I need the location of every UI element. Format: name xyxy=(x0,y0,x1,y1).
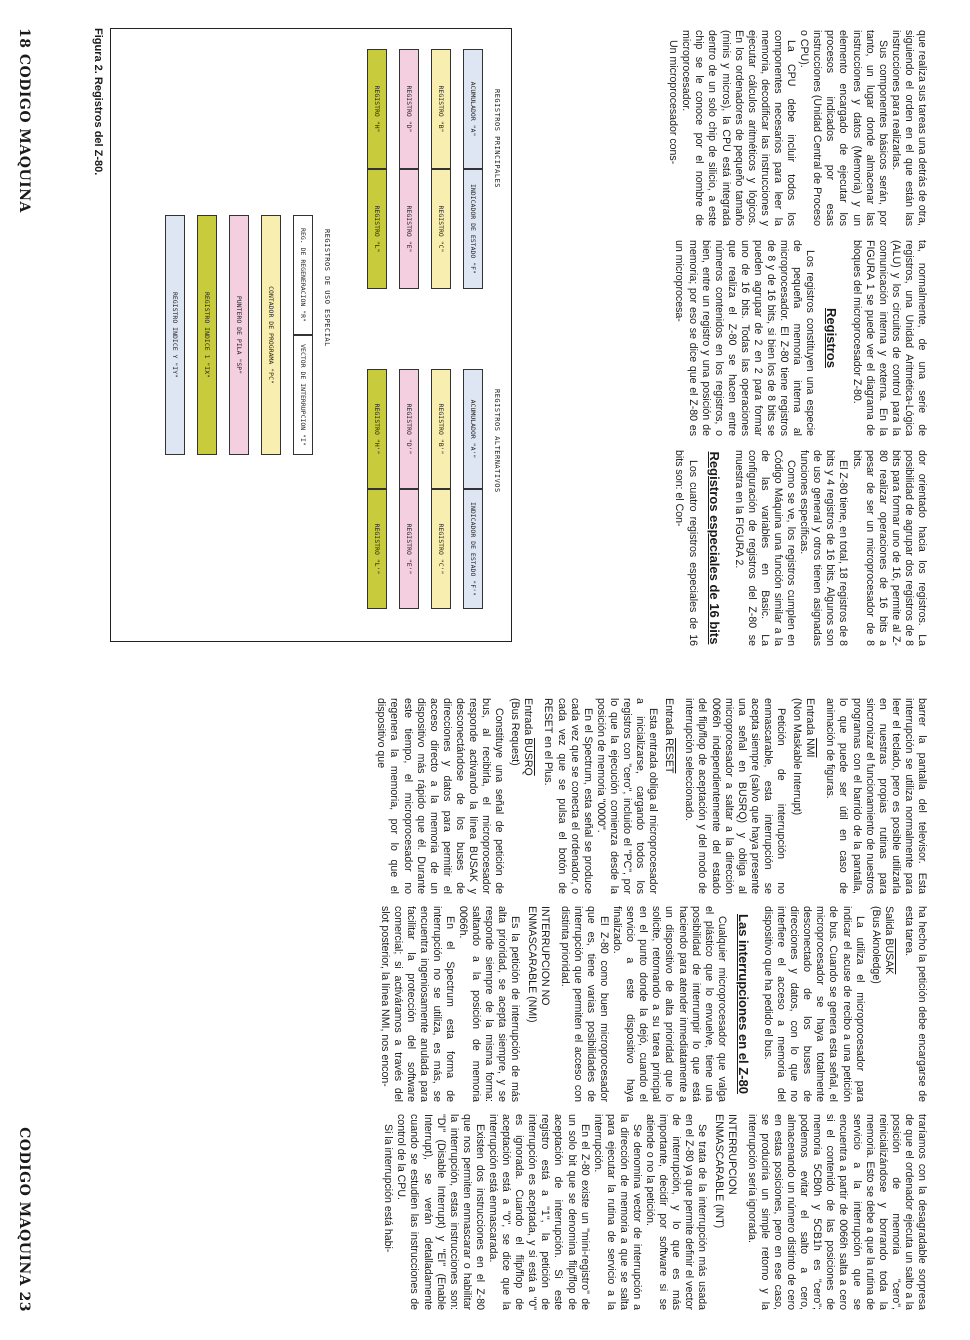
paragraph: Si la interrupción está habi- xyxy=(382,1124,395,1253)
paragraph: Existen dos instrucciones en el Z-80 que nos permiten enmascarar o habilitar la interrupción, estas instrucciones son: "DI" (Disable Interrupt) y "EI" (Enable Interrupt), se verán detalladamente cuando se estudien las instrucciones de control de la CPU. xyxy=(395,1114,486,1310)
heading-busrq xyxy=(508,698,534,894)
heading-text: Entrada xyxy=(663,698,676,739)
special-register: PUNTERO DE PILA "SP" xyxy=(229,215,249,455)
special-register: REGISTRO INDICE 1 "IX" xyxy=(197,215,217,455)
page-23 xyxy=(0,670,970,1340)
paragraph: La utiliza el microprocesador para indicar el acuse de recibo a una petición de bus. Cuando se genera esta señal, el microprocesador se haya totalmente desconectado de los buses de direcciones y datos, con lo que no interfiere el acceso a memoria del dispositivo que ha pedido el bus. xyxy=(761,906,866,1102)
left-column-1 xyxy=(666,30,928,226)
paragraph: El Z-80 como buen microprocesador que es, tiene varias posibilidades de interrupción que permiten el acceso con distinta prioridad. xyxy=(558,906,611,1102)
right-column-1 xyxy=(374,698,928,894)
paragraph: Los registros constituyen una especie de pequeña memoria interna al microprocesador. El Z-80 tiene registros de 8 y de 16 bits, si bien los de 8 bits se pueden agrupar de 2 en 2 para formar uno de 16 bits. Todas las operaciones que realiza el Z-80 se hacen entre números contenidos en los registros, o bien, entre un registro y una posición de memoria; por eso se dice que el Z-80 es un microprocesa- xyxy=(673,240,817,436)
paragraph: Sus componentes básicos serán, por tanto, un lugar donde almacenar las instrucciones y datos (Memoria) y un elemento encargado de ejecutar los procesos indicados por esas instrucciones (Unidad Central de Proceso o CPU). xyxy=(798,30,889,226)
heading-subtitle: (Non Maskable Interrupt) xyxy=(791,698,804,816)
main-register: REGISTRO "D" xyxy=(399,49,419,169)
section-title-interrupciones: Las interrupciones en el Z-80 xyxy=(735,914,751,1094)
alternate-register: REGISTRO "H'" xyxy=(367,369,387,489)
heading-text: ENMASCARABLE (NMI) xyxy=(525,906,538,1023)
main-register: REGISTRO "E" xyxy=(399,169,419,289)
right-column-2 xyxy=(377,906,928,1102)
figure-z80-registers xyxy=(110,28,512,642)
alternate-register: REGISTRO "D'" xyxy=(399,369,419,489)
paragraph: Constituye una señal de petición de bus, al recibirla, el microprocesador responde activando la línea BUSAK y desconectándose de los buses de direcciones y datos para permitir el acceso directo a la memoria de un dispositivo más rápido que él. Durante este tiempo, el microprocesador no regenera la memoria, por lo que el dispositivo que xyxy=(375,698,506,894)
figure-title-alternativos: REGISTROS ALTERNATIVOS xyxy=(493,389,501,493)
heading-subtitle: (Bus Request) xyxy=(509,698,522,766)
paragraph: En el Z-80 existe un "mini-registro" de un solo bit que se denomina flip/flop de aceptación de interrupción. Si este registro está a "1", la petición de interrupción es aceptada, y si está a "0" es ignorada. Cuando el flip/flop de aceptación está a "0", se dice que la interrupción está enmascarada. xyxy=(487,1114,591,1310)
special-register: REGISTRO INDICE Y "IY" xyxy=(165,215,185,455)
heading-signal: $\overline{NMI}$ xyxy=(804,738,817,758)
left-column-3 xyxy=(672,450,928,646)
paragraph: barrer la pantalla del televisor. Esta interrupción se utiliza normalmente para leer el teclado, pero es posible utilizarla en nuestras propias rutinas para sincronizar el funcionamiento de nuestros programas con el barrido de la pantalla, lo que puede ser útil en caso de animación de figuras. xyxy=(824,698,928,894)
section-title-especiales: Registros especiales de 16 bits xyxy=(706,451,722,645)
paragraph: Como se ve, los registros cumplen en Código Máquina una función similar a la de las variables en Basic. La configuración de registros del Z-80 se muestra en la FIGURA 2. xyxy=(732,450,798,646)
figure-title-principales: REGISTROS PRINCIPALES xyxy=(493,89,501,189)
main-register: REGISTRO "L" xyxy=(367,169,387,289)
paragraph: En el Spectrum esta forma de interrupción no se utiliza, es más, se encuentra ingeniosamente anulada para facilitar la protección del software comercial; si activáramos a través del slot posterior, la línea NMI, nos encon- xyxy=(378,906,456,1102)
paragraph: La CPU debe incluir todos los componentes necesarios para leer la memoria, decodificar las instrucciones y ejecutar cálculos aritméticos y lógicos. En los ordenadores de pequeño tamaño (minis y micros), la CPU está integrada dentro de un solo chip de silicio, a este chip se le conoce por el nombre de microprocesador. xyxy=(680,30,798,226)
paragraph: Se trata de la interrupción más usada en el Z-80 ya que permite definir el vector de interrupción, y lo que es más importante, decidir por software si se atiende o no la petición. xyxy=(644,1114,709,1310)
heading-signal: RESET xyxy=(663,738,676,774)
paragraph: Petición de interrupción no enmascarable, esta interrupción se acepta siempre (salvo que haya presente una señal en BUSRQ) y obliga al microprocesador a saltar a la dirección 0066h independientemente del estado del flip/flop de aceptación y del modo de interrupción seleccionado. xyxy=(683,698,788,894)
main-register: REGISTRO "C" xyxy=(431,169,451,289)
paragraph: traríamos con la desagradable sorpresa de que el ordenador ejecuta un salto a la posición de memoria "cero", reinicializándose y borrando toda la memoria. Esto se debe a que la rutina de servicio a la interrupción que se encuentra a partir de 0066h salta a cero si el contenido de las posiciones de memoria 5CB0h y 5CB1h es "cero"; podemos evitar el salto a cero, almacenando un número distinto de cero en estas posiciones, pero en ese caso, se produciría un simple retorno y la interrupción sería ignorada. xyxy=(745,1114,928,1310)
main-register: REGISTRO "H" xyxy=(367,49,387,169)
heading-busak xyxy=(869,906,895,1102)
figure-caption: Figura 2. Registros del Z-80. xyxy=(92,28,104,176)
page-folio: CODIGO MAQUINA 23 xyxy=(16,1127,32,1312)
alternate-register: REGISTRO "B'" xyxy=(431,369,451,489)
main-register: REGISTRO "B" xyxy=(431,49,451,169)
paragraph: Un microprocesador cons- xyxy=(667,40,680,165)
heading-reset xyxy=(662,698,675,894)
heading-int-section xyxy=(712,1114,738,1310)
paragraph: El Z-80 tiene, en total, 18 registros de 8 bits y 4 registros de 16 bits. Algunos son de uso general y otros tienen asignadas funciones específicas. xyxy=(798,450,850,646)
heading-nmi xyxy=(790,698,816,894)
special-register: CONTADOR DE PROGRAMA "PC" xyxy=(261,215,281,455)
paragraph: Es la petición de interrupción de más alta prioridad, se acepta siempre, y se responde siempre de la misma forma: saltando a la posición de memoria 0066h. xyxy=(457,906,522,1102)
special-register: VECTOR DE INTERRUPCION "I" xyxy=(293,335,313,455)
heading-text: Entrada xyxy=(804,698,817,739)
heading-nmi-section xyxy=(524,906,550,1102)
heading-subtitle: (Bus Aknoledge) xyxy=(869,906,882,984)
section-title-registros: Registros xyxy=(824,308,840,368)
paragraph: Se denomina vector de interrupción a la dirección de memoria a que se salta para ejecutar la rutina de servicio a la interrupción. xyxy=(591,1114,644,1310)
heading-signal: BUSRQ xyxy=(522,738,535,776)
paragraph: Esta entrada obliga al microprocesador a inicializarse, cargando todos los registros con "cero", incluido el "PC", por lo que la ejecución comienza desde la posición de memoria "0000". xyxy=(594,698,660,894)
paragraph: Los cuatro registros especiales de 16 bits son: el Con- xyxy=(673,450,699,646)
heading-text: Entrada xyxy=(522,698,535,739)
heading-text: ENMASCARABLE (INT) xyxy=(712,1114,725,1229)
alternate-register: ACUMULADOR "A'" xyxy=(463,369,483,489)
paragraph: ha hecho la petición debe encargarse de esta tarea. xyxy=(902,906,928,1102)
paragraph: ta, normalmente, de una serie de registros, una Unidad Aritmética-Lógica (ALU) y los circuitos de control para la comunicación interna y externa. En la FIGURA 1 se puede ver el diagrama de bloques del microprocesador Z-80. xyxy=(850,240,928,436)
alternate-register: REGISTRO "L'" xyxy=(367,489,387,609)
paragraph: que realiza sus tareas una detrás de otra, siguiendo el orden en el que están las instrucciones para realizarlas. xyxy=(889,30,928,226)
figure-title-especial: REGISTROS DE USO ESPECIAL xyxy=(323,229,331,347)
heading-signal: BUSAK xyxy=(882,938,895,975)
heading-text: INTERRUPCION xyxy=(725,1114,738,1195)
left-column-2 xyxy=(672,240,928,436)
alternate-register: REGISTRO "C'" xyxy=(431,489,451,609)
heading-text: INTERRUPCION NO xyxy=(538,906,551,1006)
main-register: ACUMULADOR "A" xyxy=(463,49,483,169)
main-register: INDICADOR DE ESTADO "F" xyxy=(463,169,483,289)
heading-text: Salida xyxy=(882,906,895,939)
alternate-register: REGISTRO "E'" xyxy=(399,489,419,609)
page-folio: 18 CODIGO MAQUINA xyxy=(16,28,32,213)
special-register: REG. DE REGENERACION "R" xyxy=(293,215,313,335)
alternate-register: INDICADOR DE ESTADO "F'" xyxy=(463,489,483,609)
right-column-3 xyxy=(381,1114,928,1310)
paragraph: En el Spectrum, esta señal se produce cada vez que se conecta el ordenador, o cada vez que se pulsa el botón de RESET en el Plus. xyxy=(542,698,594,894)
paragraph: Cualquier microprocesador que valga el plástico que lo envuelve, tiene una posibilidad de interrumpir lo que está haciendo para atender inmediatamente a un dispositivo de alta prioridad que lo solicite, retornando a su tarea principal en el punto donde la dejó, cuando el servicio a este dispositivo haya finalizado. xyxy=(611,906,728,1102)
paragraph: dor orientado hacia los registros. La posibilidad de agrupar dos registros de 8 bits para formar uno de 16, permite al Z-80 realizar operaciones de 16 bits a pesar de ser un microprocesador de 8 bits. xyxy=(850,450,928,646)
